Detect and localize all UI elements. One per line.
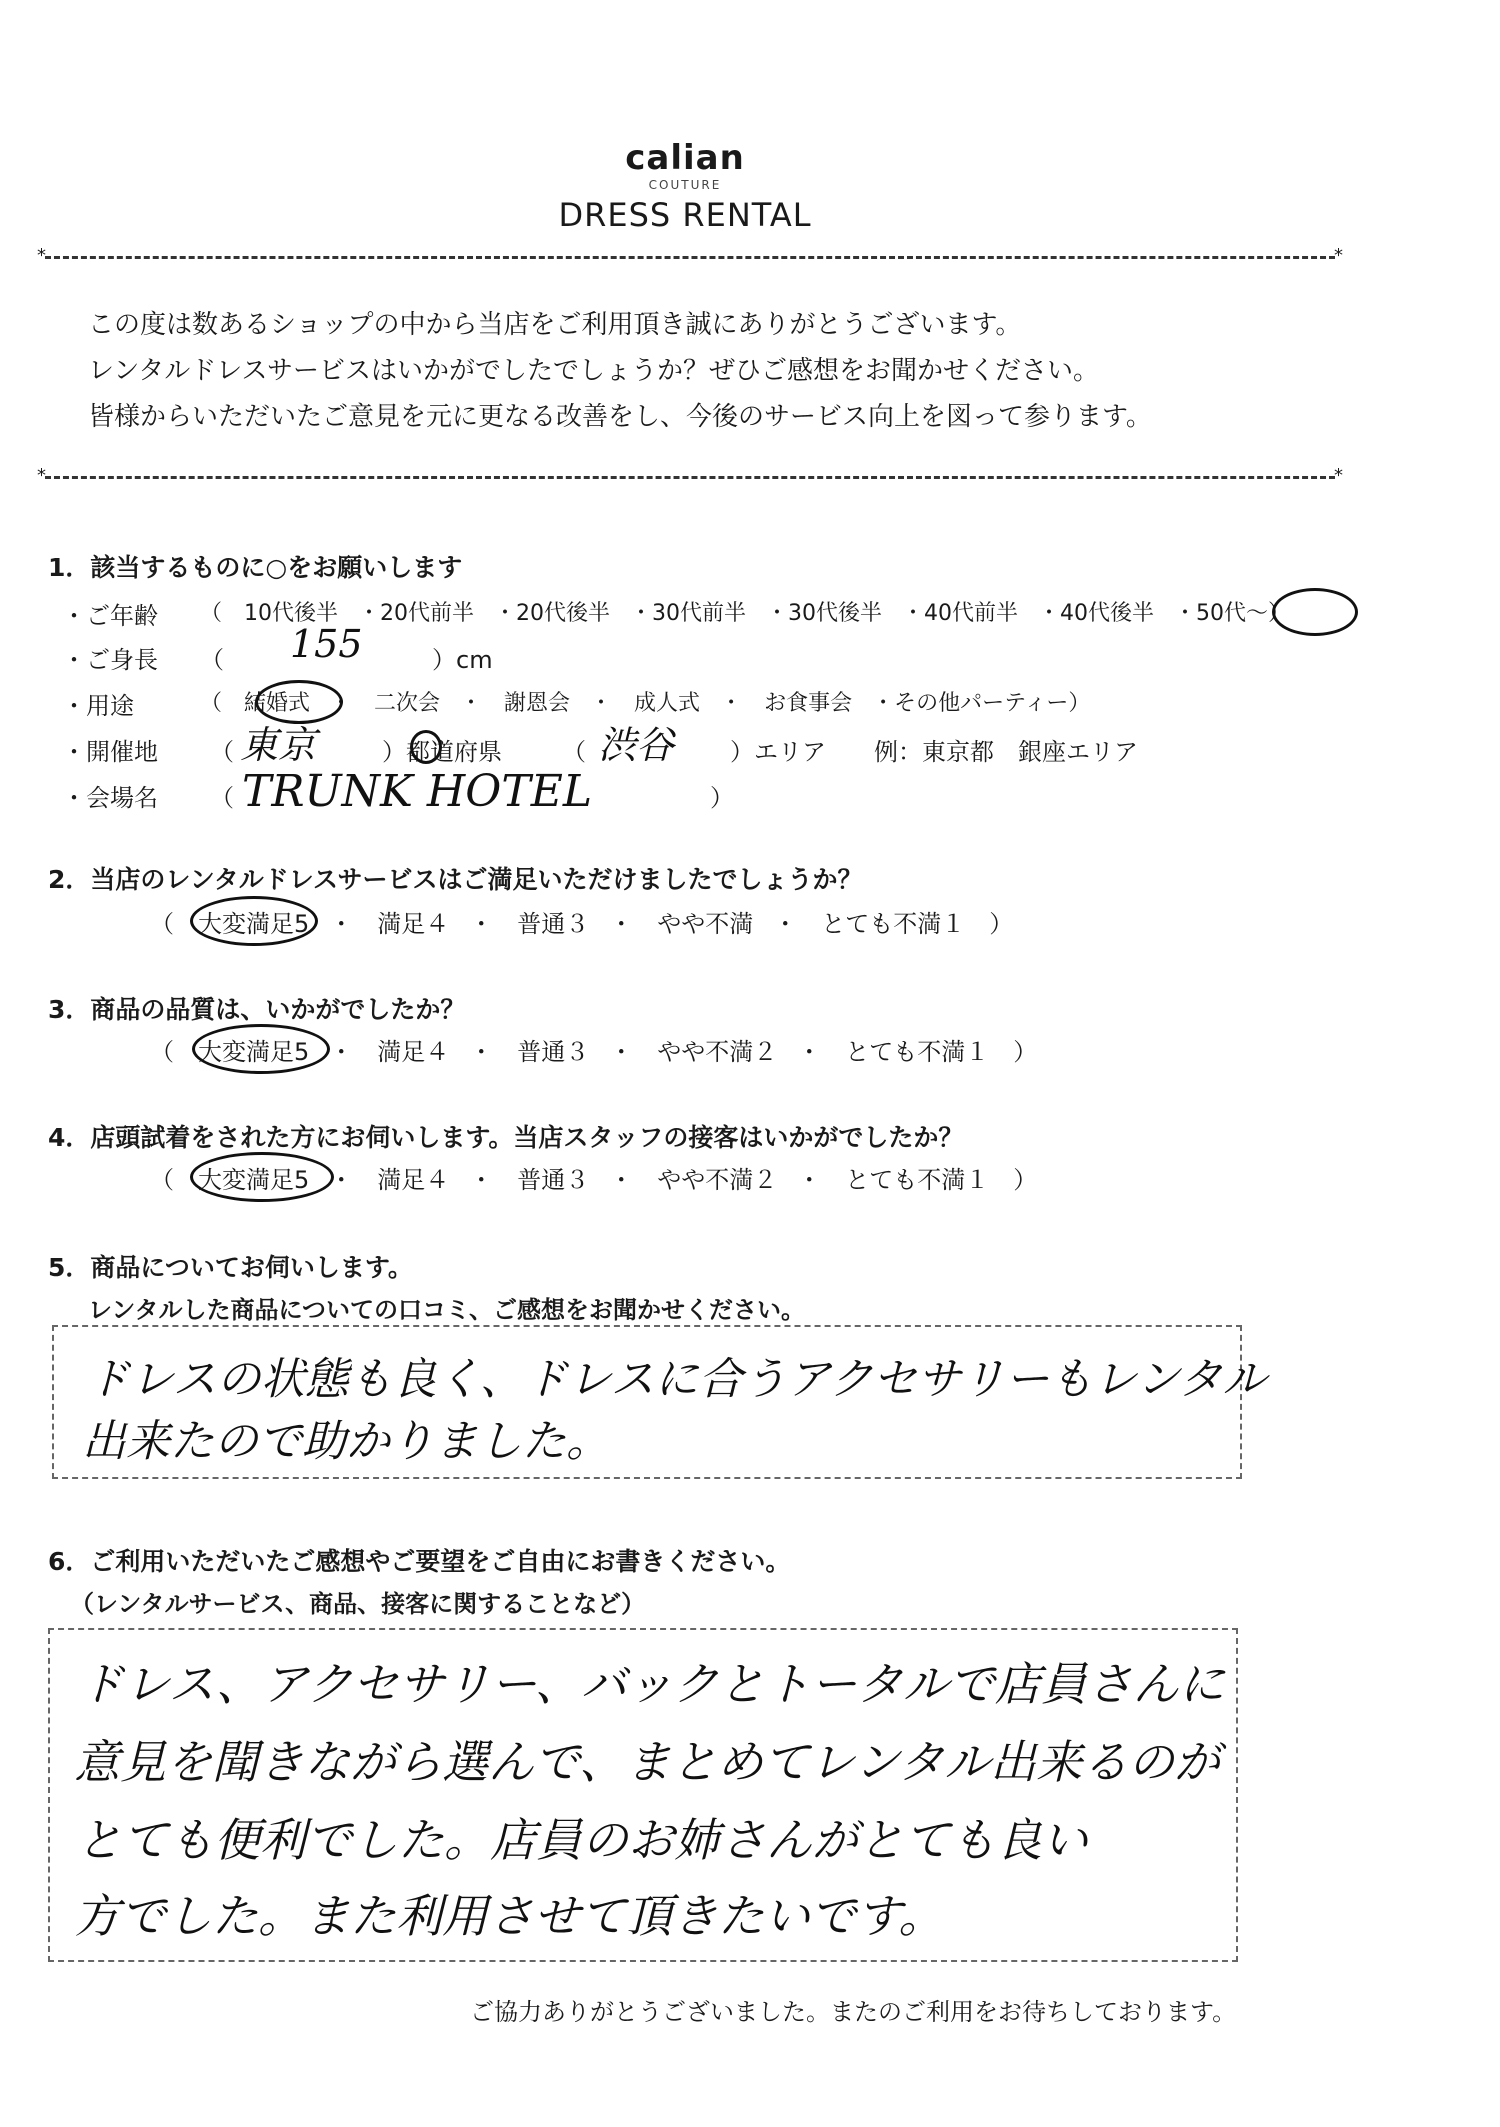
age-option[interactable]: ・20代前半 (358, 601, 474, 626)
q5-answer-line-2: 出来たので助かりました。 (82, 1416, 610, 1467)
area-suffix: ）エリア 例：東京都 銀座エリア (730, 738, 1138, 766)
height-label: ・ご身長 (62, 646, 158, 674)
pref-to-circle (410, 730, 442, 764)
q4-title: 4．店頭試着をされた方にお伺いします。当店スタッフの接客はいかがでしたか？ (48, 1123, 964, 1152)
q3-option[interactable]: ・ 普通３ (469, 1038, 590, 1066)
q1-title: 1．該当するものに○をお願いします (48, 553, 463, 582)
height-unit: ）cm (432, 646, 493, 674)
height-value[interactable]: 155 (290, 622, 363, 666)
q2-option[interactable]: ・ とても不満１ ） (773, 910, 1014, 938)
age-option[interactable]: ・40代後半 (1038, 601, 1154, 626)
purpose-option[interactable]: ・その他パーティー） (872, 691, 1091, 716)
age-option[interactable]: ・30代前半 (630, 601, 746, 626)
q2-option[interactable]: ・ 満足４ (329, 910, 450, 938)
height-open-paren: （ (200, 646, 224, 674)
q4-option[interactable]: ・ やや不満２ (609, 1166, 778, 1194)
venue-name[interactable]: TRUNK HOTEL (242, 766, 593, 817)
q4-option[interactable]: （ 大変満足5 (150, 1166, 310, 1194)
venue-area[interactable]: 渋谷 (598, 723, 675, 767)
divider-top (45, 256, 1335, 269)
q6-answer-line-1: ドレス、アクセサリー、バックとトータルで店員さんに (78, 1657, 1225, 1711)
q3-option[interactable]: （ 大変満足5 (150, 1038, 310, 1066)
q6-answer-line-3: とても便利でした。店員のお姉さんがとても良い (76, 1813, 1088, 1867)
purpose-option[interactable]: ・ お食事会 (720, 691, 853, 716)
q5-subtitle: レンタルした商品についての口コミ、ご感想をお聞かせください。 (88, 1296, 805, 1324)
q5-title: 5．商品についてお伺いします。 (48, 1253, 413, 1282)
intro-text (88, 302, 1152, 440)
q4-selection-circle (190, 1152, 334, 1202)
intro-line-1: この度は数あるショップの中から当店をご利用頂き誠にありがとうございます。 (88, 310, 1022, 340)
q3-option[interactable]: ・ 満足４ (329, 1038, 450, 1066)
q6-subtitle: （レンタルサービス、商品、接客に関することなど） (70, 1590, 646, 1618)
pref-open-paren: （ (210, 738, 234, 766)
q2-option[interactable]: ・ 普通３ (469, 910, 590, 938)
venue-name-label: ・会場名 (62, 784, 158, 812)
pref-suffix: ）都道府県 (382, 738, 502, 766)
age-label: ・ご年齢 (62, 602, 158, 630)
q6-answer-box[interactable] (48, 1628, 1238, 1962)
venue-name-open-paren: （ (210, 784, 234, 812)
q6-title: 6．ご利用いただいたご感想やご要望をご自由にお書きください。 (48, 1547, 791, 1576)
age-option[interactable]: ・30代後半 (766, 601, 882, 626)
purpose-option[interactable]: ・ 謝恩会 (460, 691, 571, 716)
q2-option[interactable]: （ 大変満足5 (150, 910, 310, 938)
purpose-option[interactable]: （ 結婚式 (200, 691, 311, 716)
q6-answer-line-4: 方でした。また利用させて頂きたいです。 (74, 1889, 945, 1943)
divider-bottom (45, 476, 1335, 489)
q2-title: 2．当店のレンタルドレスサービスはご満足いただけましたでしょうか？ (48, 865, 863, 894)
q5-answer-line-1: ドレスの状態も良く、ドレスに合うアクセサリーもレンタル (86, 1354, 1267, 1405)
age-option[interactable]: ・50代〜） (1174, 601, 1290, 626)
venue-prefecture[interactable]: 東京 (240, 723, 317, 767)
q4-option[interactable]: ・ とても不満１ ） (797, 1166, 1038, 1194)
q4-option[interactable]: ・ 普通３ (469, 1166, 590, 1194)
brand-logo: calian (625, 138, 745, 178)
brand-subtitle: COUTURE (648, 178, 722, 192)
footer-thanks: ご協力ありがとうございました。またのご利用をお待ちしております。 (470, 1998, 1237, 2026)
purpose-option[interactable]: ・ 成人式 (590, 691, 701, 716)
purpose-option[interactable]: ・ 二次会 (330, 691, 441, 716)
q3-option[interactable]: ・ とても不満１ ） (797, 1038, 1038, 1066)
page-title: DRESS RENTAL (558, 196, 812, 234)
age-option[interactable]: （ 10代後半 (200, 601, 338, 626)
q3-selection-circle (192, 1024, 330, 1074)
age-selection-circle (1272, 588, 1358, 636)
q5-answer-box[interactable] (52, 1325, 1267, 1479)
venue-name-close-paren: ） (710, 784, 734, 812)
area-open-paren: （ (562, 738, 586, 766)
intro-line-3: 皆様からいただいたご意見を元に更なる改善をし、今後のサービス向上を図って参ります。 (88, 402, 1152, 432)
age-option[interactable]: ・20代後半 (494, 601, 610, 626)
intro-line-2: レンタルドレスサービスはいかがでしたでしょうか？ぜひご感想をお聞かせください。 (88, 356, 1100, 386)
q4-option[interactable]: ・ 満足４ (329, 1166, 450, 1194)
purpose-label: ・用途 (62, 692, 134, 720)
q3-title: 3．商品の品質は、いかがでしたか？ (48, 995, 466, 1024)
q6-answer-line-2: 意見を聞きながら選んで、まとめてレンタル出来るのが (74, 1735, 1221, 1789)
q3-option[interactable]: ・ やや不満２ (609, 1038, 778, 1066)
age-options (200, 596, 1310, 627)
age-option[interactable]: ・40代前半 (902, 601, 1018, 626)
q2-option[interactable]: ・ やや不満 (609, 910, 754, 938)
q2-selection-circle (190, 896, 318, 946)
venue-area-label: ・開催地 (62, 738, 158, 766)
